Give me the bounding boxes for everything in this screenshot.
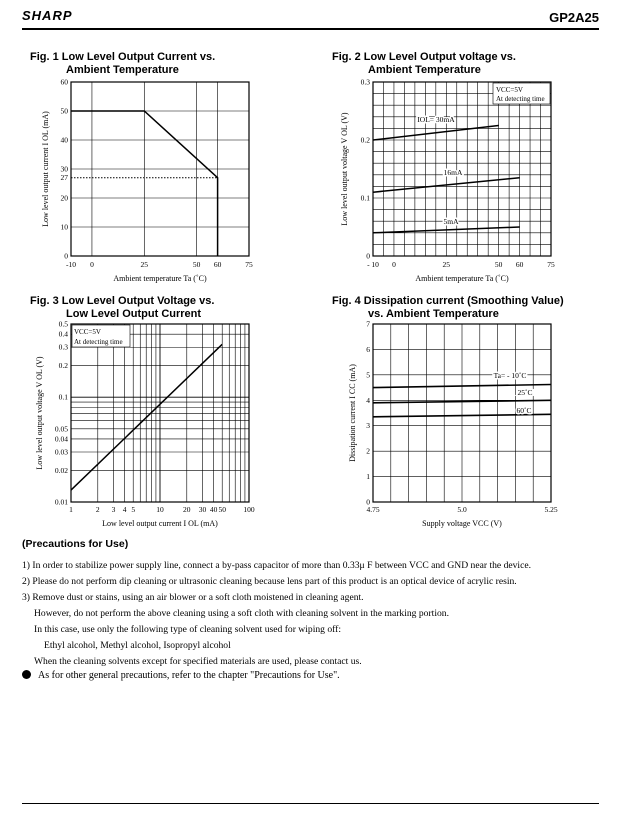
fig2-xtick-1: 0 [392,260,396,269]
precaution-2: 2) Please do not perform dip cleaning or ultrasonic cleaning because lens part of this product is an optical device of acrylic resin. [22,576,517,587]
fig1-xtick-4: 60 [213,260,222,269]
fig2-xtick-0: - 10 [367,260,379,269]
footer-rule [22,803,599,804]
precaution-3: 3) Remove dust or stains, using an air blower or a soft cloth moistened in cleaning agent. [22,592,364,603]
fig1-ylabel: Low level output current I OL (mA) [41,111,50,227]
fig4-ytick-6: 6 [366,344,370,354]
fig4-series-label-2: 60˚C [516,406,532,415]
fig2-xtick-5: 75 [547,260,555,269]
fig2-ytick-0: 0 [366,251,370,261]
fig3-ytick-7: 0.3 [58,342,68,352]
fig3-xtick-4: 5 [131,505,136,514]
fig3-ytick-5: 0.1 [58,392,68,402]
fig2-series-label-1: 16mA [443,168,463,177]
precaution-general: As for other general precautions, refer to the chapter "Precautions for Use". [38,670,340,681]
fig4-ytick-4: 4 [366,395,370,405]
fig2-title-line1: Fig. 2 Low Level Output voltage vs. [332,51,516,63]
sharp-logo: SHARP [22,8,73,23]
fig2-ytick-2: 0.2 [360,135,370,145]
precautions-title: (Precautions for Use) [22,538,129,550]
fig3-ytick-9: 0.5 [58,319,68,329]
fig3-ytick-6: 0.2 [58,361,68,371]
fig1-xtick-0: -10 [66,260,76,269]
fig2-xtick-3: 50 [494,260,503,269]
fig4-ylabel: Dissipation current I CC (mA) [348,364,357,462]
fig3-ytick-1: 0.02 [54,465,68,475]
fig1-xtick-3: 50 [192,260,201,269]
precaution-3c: Ethyl alcohol, Methyl alcohol, Isopropyl alcohol [44,640,231,651]
fig2-ytick-1: 0.1 [360,193,370,203]
fig3-xtick-7: 30 [198,505,207,514]
fig2-series-label-2: 5mA [443,217,459,226]
fig2-xtick-4: 60 [515,260,524,269]
fig2-ytick-3: 0.3 [360,77,370,87]
fig4-ytick-5: 5 [366,370,370,380]
fig4-ytick-2: 2 [366,446,370,456]
fig3-xlabel: Low level output current I OL (mA) [102,519,218,528]
fig3-condition-1: At detecting time [74,338,123,346]
fig3-xtick-2: 3 [111,505,116,514]
fig3-xtick-8: 40 [209,505,218,514]
fig2-condition-1: At detecting time [496,95,545,103]
fig1-title-line1: Fig. 1 Low Level Output Current vs. [30,51,216,63]
fig1-ytick-2: 20 [60,193,68,203]
fig4-xlabel: Supply voltage VCC (V) [422,519,502,528]
fig1-ytick-3: 27 [60,173,68,183]
bullet-icon [22,670,31,679]
fig4-xtick-1: 5.0 [457,505,467,514]
fig1-ytick-7: 60 [60,77,68,87]
fig3-ytick-3: 0.04 [54,434,68,444]
precaution-3b: In this case, use only the following type of cleaning solvent used for wiping off: [34,624,342,635]
precaution-3d: When the cleaning solvents except for specified materials are used, please contact us. [34,656,362,667]
fig1-ytick-6: 50 [60,106,68,116]
fig3-ytick-2: 0.03 [54,447,68,457]
fig1-ytick-0: 0 [64,251,68,261]
fig3-xtick-9: 50 [218,505,226,514]
fig3-xtick-10: 100 [243,505,255,514]
fig3-title-line2: Low Level Output Current [66,308,202,320]
fig2-series-label-0: IOL= 30mA [417,115,455,124]
fig1-ytick-1: 10 [60,222,68,232]
model-number: GP2A25 [549,10,599,25]
fig4-series-label-0: Ta= - 10˚C [493,371,527,380]
fig3-xtick-1: 2 [95,505,100,514]
precaution-3a: However, do not perform the above cleaning using a soft cloth with cleaning solvent in the marking portion. [34,608,449,619]
fig3-ylabel: Low level output voltage V OL (V) [35,356,44,470]
fig3-ytick-4: 0.05 [54,424,68,434]
fig4-ytick-0: 0 [366,497,370,507]
fig4-ytick-3: 3 [366,421,370,431]
fig4-title-line2: vs. Ambient Temperature [368,308,499,320]
fig1-xtick-5: 75 [245,260,253,269]
fig4-title-line1: Fig. 4 Dissipation current (Smoothing Value) [332,295,564,307]
fig4-xtick-0: 4.75 [366,505,380,514]
fig1-title-line2: Ambient Temperature [66,64,179,76]
fig2-title-line2: Ambient Temperature [368,64,481,76]
fig1-ytick-5: 40 [60,135,68,145]
fig3-xtick-6: 20 [183,505,191,514]
fig3-xtick-3: 4 [122,505,127,514]
fig4-series-label-1: 25˚C [517,388,533,397]
fig1-xtick-1: 0 [90,260,94,269]
fig4-ytick-1: 1 [366,472,370,482]
fig3-title-line1: Fig. 3 Low Level Output Voltage vs. [30,295,215,307]
fig1-ytick-4: 30 [60,164,68,174]
fig2-xtick-2: 25 [442,260,451,269]
fig1-xlabel: Ambient temperature Ta (˚C) [113,274,207,283]
fig3-xtick-5: 10 [156,505,164,514]
fig4-ytick-7: 7 [366,319,370,329]
fig3-condition-0: VCC=5V [74,328,101,336]
fig2-condition-0: VCC=5V [496,86,523,94]
fig2-ylabel: Low level output voltage V OL (V) [340,112,349,226]
precaution-1: 1) In order to stabilize power supply line, connect a by-pass capacitor of more than 0.33μ F between VCC and GND near the device. [22,560,532,571]
fig3-ytick-0: 0.01 [54,497,68,507]
fig3-ytick-8: 0.4 [58,329,68,339]
fig4-xtick-2: 5.25 [544,505,558,514]
fig1-xtick-2: 25 [140,260,149,269]
fig2-xlabel: Ambient temperature Ta (˚C) [415,274,509,283]
fig3-xtick-0: 1 [69,505,73,514]
